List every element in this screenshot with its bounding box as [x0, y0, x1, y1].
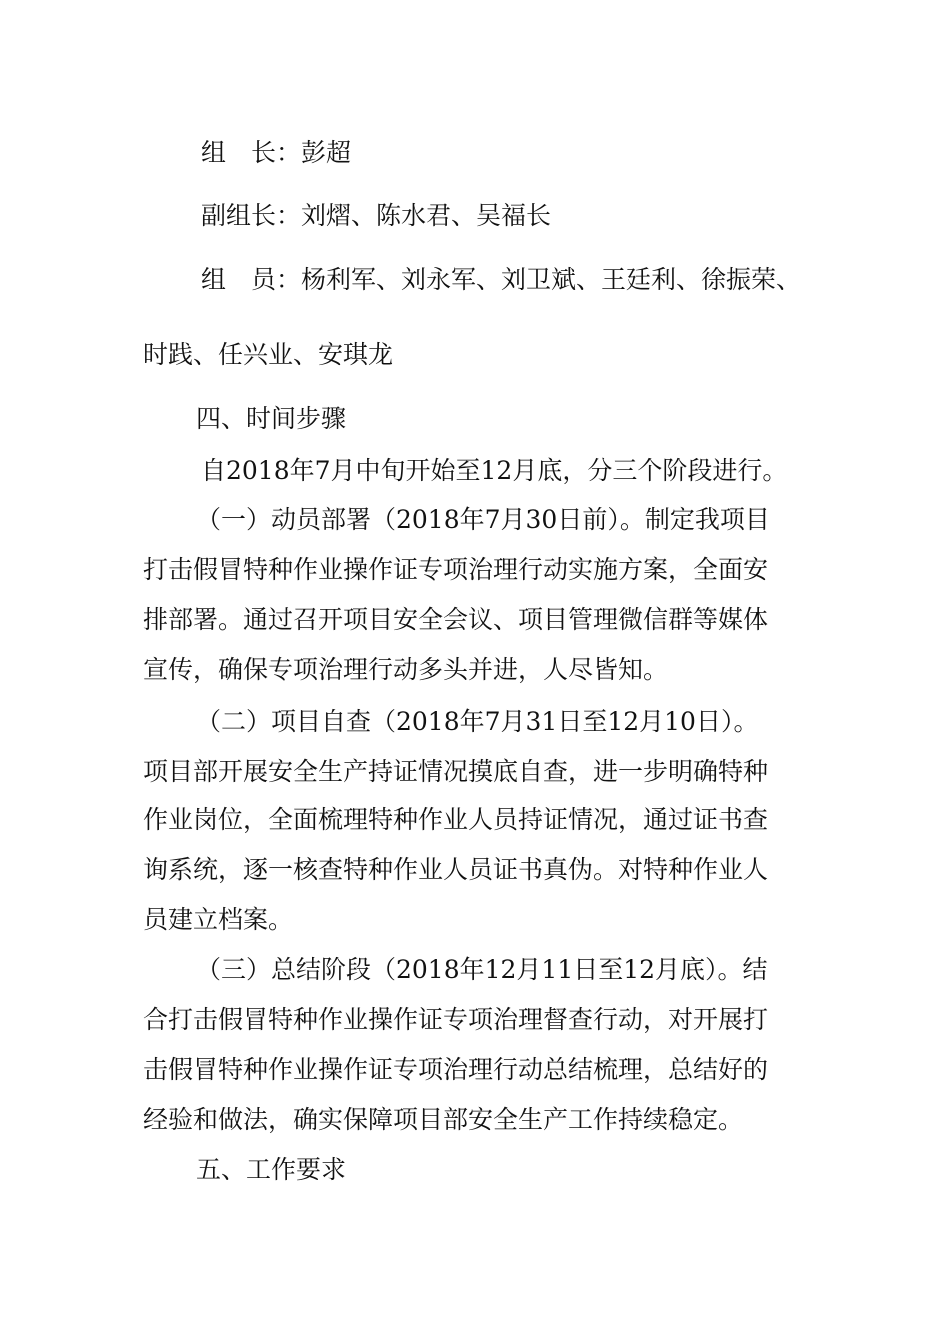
- deputy-label: 副组长：: [201, 201, 302, 230]
- stage-3-line-3: 击假冒特种作业操作证专项治理行动总结梳理，总结好的: [143, 1055, 769, 1084]
- stage-3-line-4: 经验和做法，确实保障项目部安全生产工作持续稳定。: [143, 1105, 744, 1134]
- stage-3-line-1: （三）总结阶段（2018年12月11日至12月底）。结: [196, 955, 768, 984]
- stage-2-line-3: 作业岗位，全面梳理特种作业人员持证情况，通过证书查: [143, 805, 769, 834]
- section-5-heading: 五、工作要求: [196, 1155, 347, 1184]
- member-line-1: [201, 265, 801, 295]
- stage-1-line-1: （一）动员部署（2018年7月30日前）。制定我项目: [196, 505, 770, 534]
- stage-2-line-4: 询系统，逐一核查特种作业人员证书真伪。对特种作业人: [143, 855, 769, 884]
- stage-1-line-3: 排部署。通过召开项目安全会议、项目管理微信群等媒体: [143, 605, 769, 634]
- section-4-intro: 自2018年7月中旬开始至12月底，分三个阶段进行。: [201, 456, 788, 485]
- member-label: 组 员：: [201, 265, 302, 294]
- deputy-line: [201, 201, 551, 231]
- member-names-2: 时践、任兴业、安琪龙: [143, 340, 394, 369]
- leader-label: 组 长：: [201, 138, 302, 167]
- stage-2-line-5: 员建立档案。: [143, 905, 294, 934]
- stage-1-line-2: 打击假冒特种作业操作证专项治理行动实施方案，全面安: [143, 555, 769, 584]
- stage-1-line-4: 宣传，确保专项治理行动多头并进，人尽皆知。: [143, 655, 669, 684]
- deputy-names: 刘熠、陈水君、吴福长: [301, 201, 552, 230]
- leader-name: 彭超: [301, 138, 352, 167]
- member-line-2: [143, 340, 393, 370]
- stage-2-line-1: （二）项目自查（2018年7月31日至12月10日）。: [196, 707, 759, 736]
- stage-2-line-2: 项目部开展安全生产持证情况摸底自查，进一步明确特种: [143, 757, 769, 786]
- section-4-heading: 四、时间步骤: [196, 404, 347, 433]
- member-names-1: 杨利军、刘永军、刘卫斌、王廷利、徐振荣、: [301, 265, 802, 294]
- stage-3-line-2: 合打击假冒特种作业操作证专项治理督查行动，对开展打: [143, 1005, 769, 1034]
- leader-line: [201, 138, 351, 168]
